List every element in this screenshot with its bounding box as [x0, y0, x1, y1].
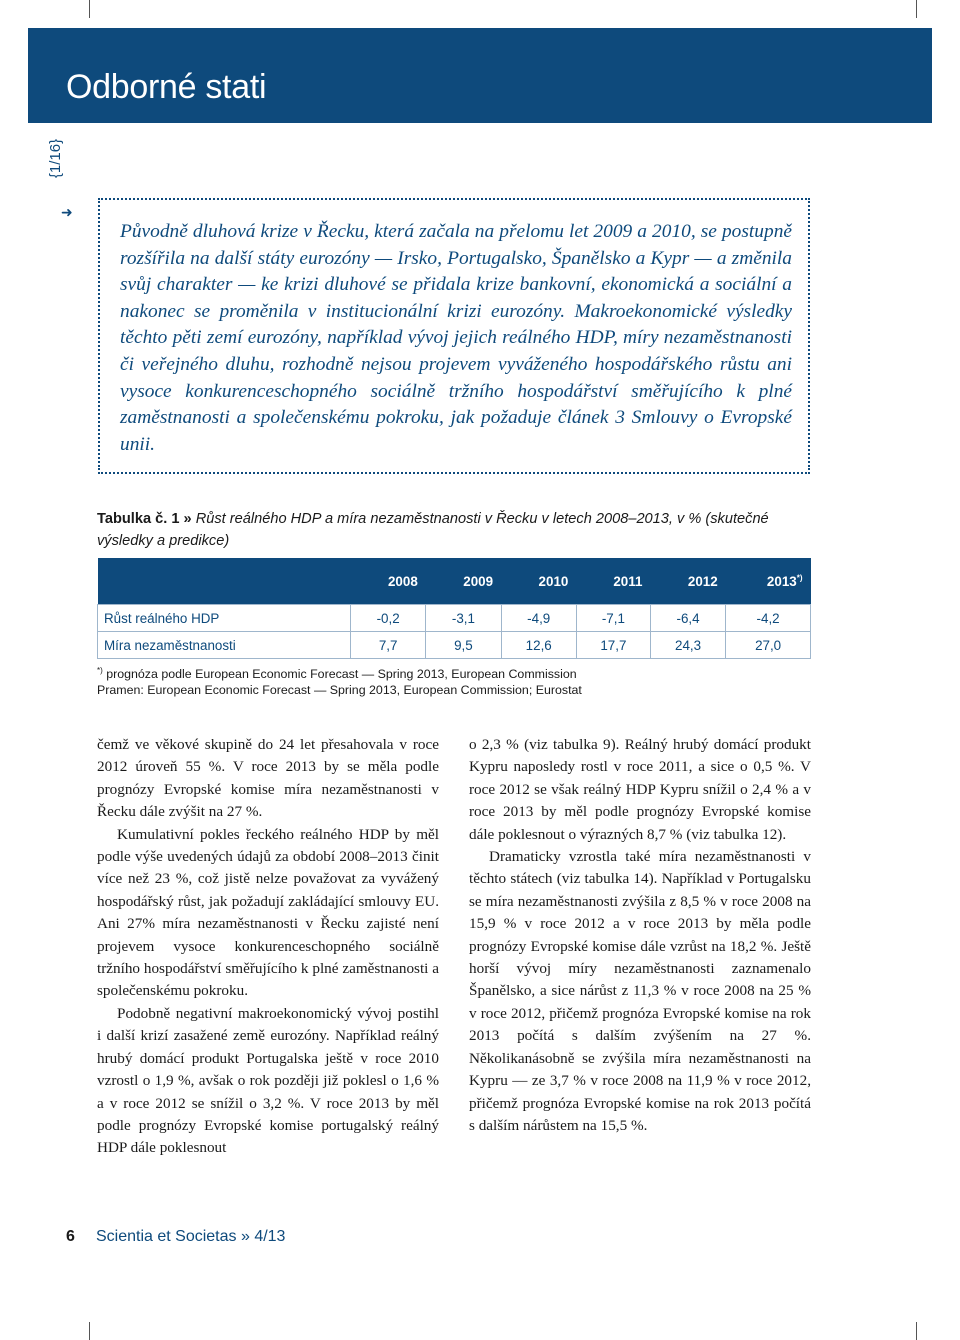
page-number: 6	[66, 1228, 75, 1245]
paragraph: Kumulativní pokles řeckého reálného HDP by měl podle výše uvedených údajů za období 2008–2013 činit více než 23 %, což jistě nelze považovat za vyvážený hospodářský růst, jak požadují zakládající smlouvy EU. Ani 27% míra nezaměstnanosti v Řecku zajisté není projevem vysoce konkurenceschopného sociálně tržního hospodářství směřujícího k plné zaměstnanosti a společenskému pokroku.	[97, 825, 439, 1000]
table-header-note: *)	[796, 573, 803, 583]
paragraph: Podobně negativní makroekonomický vývoj postihl i další krizí zasažené země eurozóny. Například reálný hrubý domácí produkt Portugalska ještě v roce 2010 vzrostl o 1,9 %, avšak o rok později již poklesl o 1,6 % a v roce 2012 se snížil o 3,2 %. V roce 2013 by měl podle prognózy Evropské komise portugalský reálný HDP dále poklesnout	[97, 1004, 439, 1157]
table-cell: -4,9	[501, 605, 576, 632]
table-caption-number: Tabulka č. 1	[97, 511, 180, 527]
table-notes	[97, 666, 817, 698]
crop-mark	[916, 1322, 917, 1340]
table-cell: -7,1	[576, 605, 650, 632]
table-cell: 24,3	[650, 632, 725, 659]
crop-mark	[916, 0, 917, 18]
table-header-year: 2013	[766, 573, 797, 589]
table-header-blank	[98, 558, 351, 605]
table-cell: -6,4	[650, 605, 725, 632]
table-cell: 9,5	[426, 632, 501, 659]
table-header-cell: 2011	[576, 558, 650, 605]
table-header-cell: 2008	[351, 558, 426, 605]
table-row-label: Růst reálného HDP	[98, 605, 351, 632]
table-header-cell: 2009	[426, 558, 501, 605]
table-caption-separator: »	[179, 511, 196, 527]
table-row-label: Míra nezaměstnanosti	[98, 632, 351, 659]
table-cell: -0,2	[351, 605, 426, 632]
table-row	[98, 632, 811, 659]
table-header-row	[98, 558, 811, 605]
table-cell: -4,2	[726, 605, 811, 632]
side-page-indicator	[48, 128, 88, 188]
table-source: Pramen: European Economic Forecast — Spring 2013, European Commission; Eurostat	[97, 683, 582, 697]
abstract-text: Původně dluhová krize v Řecku, která začala na přelomu let 2009 a 2010, se postupně rozšířila na další státy eurozóny — Irsko, Portugalsko, Španělsko a Kypr — a změnila svůj charakter — ke krizi dluhové se přidala krize bankovní, ekonomická a sociální a nakonec se proměnila v institucionální krizi eurozóny. Makroekonomické výsledky těchto pěti zemí eurozóny, například vývoj jejich reálného HDP, míry nezaměstnanosti či veřejného dluhu, rozhodně nejsou projevem vyváženého hospodářského růstu ani vysoce konkurenceschopného sociálně tržního hospodářství směřujícího k plné zaměstnanosti a společenskému pokroku, jak požaduje článek 3 Smlouvy o Evropské unii.	[120, 221, 792, 455]
table-cell: 27,0	[726, 632, 811, 659]
table-cell: 17,7	[576, 632, 650, 659]
table-cell: 7,7	[351, 632, 426, 659]
paragraph: čemž ve věkové skupině do 24 let přesahovala v roce 2012 úroveň 55 %. V roce 2013 by se měla podle prognózy Evropské komise míra nezaměstnanosti v Řecku dále zvýšit na 27 %.	[97, 736, 439, 821]
abstract-border-right	[808, 198, 810, 470]
paragraph: o 2,3 % (viz tabulka 9). Reálný hrubý domácí produkt Kypru naposledy rostl v roce 2011, a sice o 0,5 %. V roce 2012 se však reálný HDP Kypru snížil o 2,4 % a v roce 2013 by měl podle prognózy Evropské komise dále poklesnout o výrazných 8,7 % (viz tabulka 12).	[469, 736, 811, 843]
side-page-label: {1/16}	[47, 138, 65, 179]
table-caption	[97, 508, 817, 552]
footnote-text: prognóza podle European Economic Forecast — Spring 2013, European Commission	[102, 667, 577, 681]
table-cell: -3,1	[426, 605, 501, 632]
publication-name: Scientia et Societas » 4/13	[96, 1228, 286, 1245]
table-cell: 12,6	[501, 632, 576, 659]
table-header-cell: 2010	[501, 558, 576, 605]
section-title: Odborné stati	[66, 68, 267, 106]
paragraph: Dramaticky vzrostla také míra nezaměstnanosti v těchto státech (viz tabulka 14). Například v Portugalsku se míra nezaměstnanosti zvýšila z 8,5 % v roce 2008 na 15,9 % v roce 2012 a v roce 2013 by měla podle prognózy Evropské komise dále vzrůst na 18,2 %. Ještě horší vývoj míry nezaměstnanosti zaznamenalo Španělsko, a sice nárůst z 11,3 % v roce 2008 na 25 % v roce 2012, přičemž prognóza Evropské komise na rok 2013 počítá s dalším zvýšením na 27 %. Několikanásobně se zvýšila míra nezaměstnanosti na Kypru — ze 3,7 % v roce 2008 na 11,9 % v roce 2012, přičemž prognóza Evropské komise na rok 2013 počítá s dalším nárůstem na 15,5 %.	[469, 848, 811, 1134]
crop-mark	[89, 0, 90, 18]
table-header-cell: 2012	[650, 558, 725, 605]
crop-mark	[89, 1322, 90, 1340]
table-caption-text: Růst reálného HDP a míra nezaměstnanosti v Řecku v letech 2008–2013, v % (skutečné výsledky a predikce)	[97, 511, 769, 549]
data-table	[97, 558, 811, 659]
arrow-right-icon: ➜	[61, 205, 73, 221]
table-row	[98, 605, 811, 632]
body-column-right	[469, 734, 811, 1137]
footnote-mark: *)	[97, 665, 103, 675]
body-column-left	[97, 734, 439, 1160]
table-footnote	[97, 666, 817, 682]
table-header-cell-last	[726, 558, 811, 605]
abstract-border-left	[98, 198, 100, 470]
